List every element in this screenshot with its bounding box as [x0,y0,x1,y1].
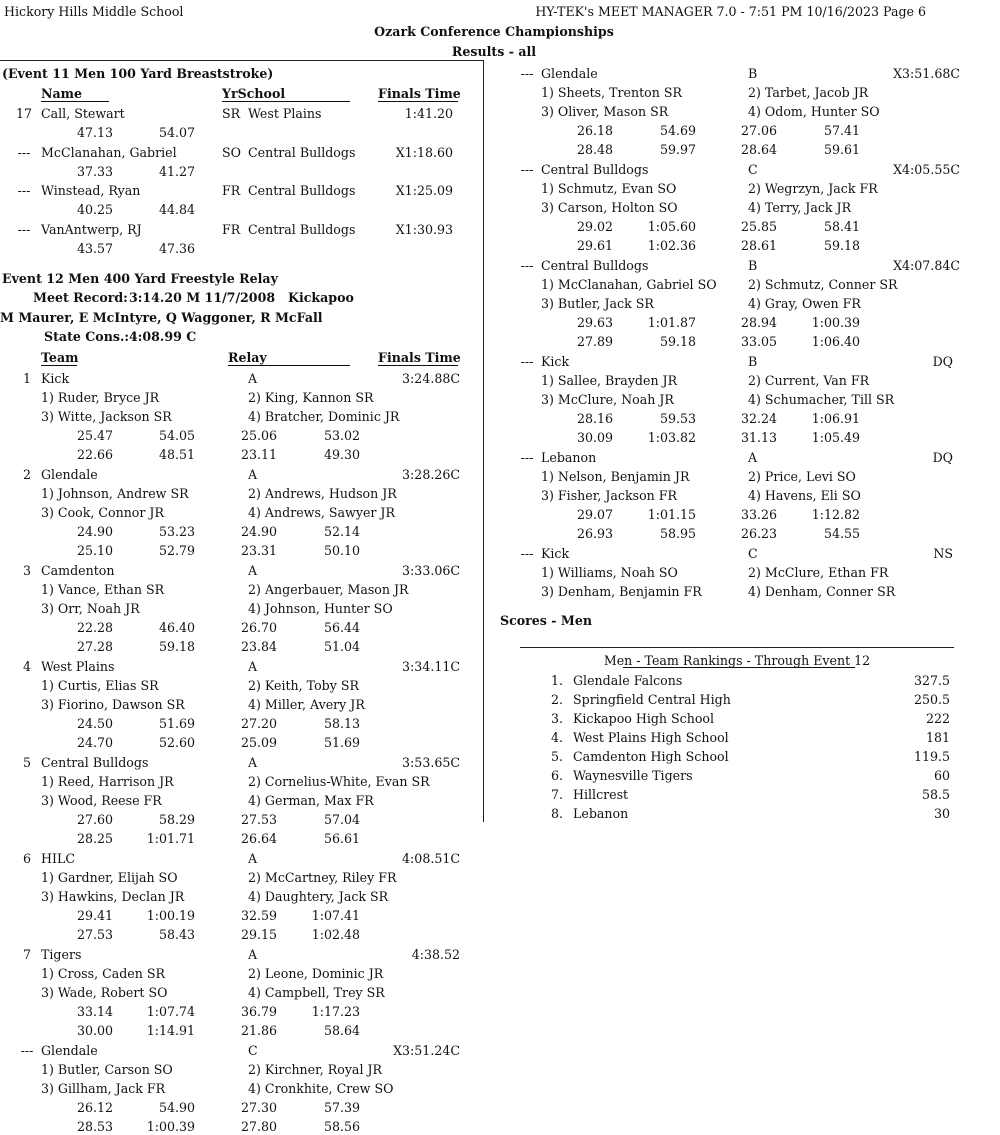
split-time: 1:12.82 [811,507,860,522]
split-time: 25.10 [76,543,113,558]
split-time: 58.95 [659,526,696,541]
relay-finals-time: 3:28.26C [402,467,460,482]
relay-swimmer: 4) Miller, Avery JR [248,697,365,712]
split-time: 57.04 [323,812,360,827]
relay-place: 1 [22,371,31,386]
rank-number: 1. [550,673,563,688]
split-time: 1:07.74 [146,1004,195,1019]
split-time: 59.18 [823,238,860,253]
swimmer-name: VanAntwerp, RJ [41,222,142,237]
split-time: 28.53 [76,1119,113,1134]
swimmer-school: Central Bulldogs [248,222,356,237]
split-time: 1:01.15 [647,507,696,522]
split-time: 47.13 [76,125,113,140]
relay-swimmer: 2) Current, Van FR [748,373,870,388]
split-time: 58.13 [323,716,360,731]
split-time: 50.10 [323,543,360,558]
split-time: 28.48 [576,142,613,157]
relay-swimmer: 2) Schmutz, Conner SR [748,277,898,292]
rank-number: 4. [550,730,563,745]
relay-team: Central Bulldogs [541,258,649,273]
relay-swimmer: 1) Curtis, Elias SR [41,678,159,693]
split-time: 36.79 [240,1004,277,1019]
relay-swimmer: 4) Campbell, Trey SR [248,985,385,1000]
relay-swimmer: 3) Orr, Noah JR [41,601,140,616]
relay-finals-time: X3:51.68C [893,66,960,81]
relay-swimmer: 1) Nelson, Benjamin JR [541,469,690,484]
split-time: 59.61 [823,142,860,157]
split-time: 26.93 [576,526,613,541]
split-time: 54.05 [158,428,195,443]
relay-swimmer: 3) Gillham, Jack FR [41,1081,166,1096]
relay-swimmer: 1) Sallee, Brayden JR [541,373,678,388]
split-time: 29.41 [76,908,113,923]
split-time: 31.13 [740,430,777,445]
rank-points: 119.5 [913,749,950,764]
relay-team: West Plains [41,659,115,674]
relay-swimmer: 3) Hawkins, Declan JR [41,889,185,904]
relay-team: Camdenton [41,563,115,578]
split-time: 25.09 [240,735,277,750]
relay-swimmer: 3) Carson, Holton SO [541,200,678,215]
relay-swimmer: 1) Williams, Noah SO [541,565,678,580]
underline [41,101,109,102]
rank-team: Springfield Central High [573,692,731,707]
finals-time: X1:25.09 [395,183,453,198]
relay-team: Kick [41,371,70,386]
split-time: 27.80 [240,1119,277,1134]
left-top-rule [0,60,484,61]
split-time: 58.43 [158,927,195,942]
relay-team: Kick [541,354,570,369]
swimmer-name: McClanahan, Gabriel [41,145,177,160]
event11-col-name: Name [41,86,83,101]
split-time: 26.70 [240,620,277,635]
event12-col-finals: Finals Time [378,350,461,365]
meet-record-team: Kickapoo [288,290,354,305]
split-time: 53.23 [158,524,195,539]
rank-number: 7. [550,787,563,802]
swimmer-year: FR [222,183,241,198]
split-time: 24.50 [76,716,113,731]
rank-points: 250.5 [913,692,950,707]
rank-number: 6. [550,768,563,783]
software-stamp: HY-TEK's MEET MANAGER 7.0 - 7:51 PM 10/16/2023 Page 6 [535,4,926,19]
relay-finals-time: 3:33.06C [402,563,460,578]
split-time: 25.47 [76,428,113,443]
split-time: 22.28 [76,620,113,635]
split-time: 47.36 [158,241,195,256]
meet-record-swimmers: M Maurer, E McIntyre, Q Waggoner, R McFall [0,310,323,325]
event11-title: (Event 11 Men 100 Yard Breaststroke) [2,66,274,81]
split-time: 1:06.91 [811,411,860,426]
relay-swimmer: 2) Andrews, Hudson JR [248,486,397,501]
split-time: 27.20 [240,716,277,731]
event12-col-relay: Relay [228,350,267,365]
relay-swimmer: 2) Angerbauer, Mason JR [248,582,409,597]
relay-swimmer: 1) Johnson, Andrew SR [41,486,189,501]
split-time: 29.15 [240,927,277,942]
relay-swimmer: 1) Cross, Caden SR [41,966,165,981]
split-time: 56.61 [323,831,360,846]
relay-letter: B [748,66,758,81]
relay-place: 3 [22,563,31,578]
split-time: 1:05.60 [647,219,696,234]
split-time: 1:00.19 [146,908,195,923]
relay-team: Glendale [41,1043,98,1058]
split-time: 33.26 [740,507,777,522]
split-time: 24.90 [76,524,113,539]
relay-swimmer: 3) Denham, Benjamin FR [541,584,702,599]
split-time: 24.90 [240,524,277,539]
underline [378,101,458,102]
relay-swimmer: 4) Denham, Conner SR [748,584,896,599]
split-time: 26.64 [240,831,277,846]
split-time: 54.07 [158,125,195,140]
rank-team: Hillcrest [573,787,629,802]
rank-team: Glendale Falcons [573,673,683,688]
relay-place: 4 [22,659,31,674]
split-time: 40.25 [76,202,113,217]
relay-swimmer: 3) Oliver, Mason SR [541,104,669,119]
relay-finals-time: 4:08.51C [402,851,460,866]
relay-swimmer: 3) Cook, Connor JR [41,505,164,520]
relay-place: --- [520,162,534,177]
finals-time: 1:41.20 [404,106,453,121]
relay-swimmer: 2) McClure, Ethan FR [748,565,889,580]
event12-title: Event 12 Men 400 Yard Freestyle Relay [2,271,278,286]
split-time: 28.94 [740,315,777,330]
underline [378,365,458,366]
relay-team: Kick [541,546,570,561]
relay-finals-time: 4:38.52 [411,947,460,962]
split-time: 30.00 [76,1023,113,1038]
relay-letter: A [748,450,758,465]
split-time: 29.63 [576,315,613,330]
relay-swimmer: 1) Schmutz, Evan SO [541,181,677,196]
rank-team: West Plains High School [573,730,729,745]
relay-place: 2 [22,467,31,482]
relay-team: Glendale [41,467,98,482]
relay-letter: C [748,546,758,561]
relay-team: Lebanon [541,450,597,465]
event11-col-yrschool: YrSchool [222,86,286,101]
split-time: 27.28 [76,639,113,654]
split-time: 1:03.82 [647,430,696,445]
split-time: 58.41 [823,219,860,234]
rank-number: 2. [550,692,563,707]
swimmer-school: West Plains [248,106,322,121]
relay-letter: A [248,659,258,674]
relay-finals-time: X4:05.55C [893,162,960,177]
split-time: 33.05 [740,334,777,349]
relay-place: --- [20,1043,34,1058]
swimmer-year: SR [222,106,241,121]
relay-letter: C [248,1043,258,1058]
split-time: 26.18 [576,123,613,138]
relay-team: Tigers [41,947,82,962]
split-time: 32.24 [740,411,777,426]
split-time: 22.66 [76,447,113,462]
relay-swimmer: 3) Fiorino, Dawson SR [41,697,185,712]
relay-finals-time: 3:34.11C [402,659,460,674]
rank-number: 8. [550,806,563,821]
swimmer-name: Call, Stewart [41,106,125,121]
rank-points: 58.5 [921,787,950,802]
split-time: 28.64 [740,142,777,157]
state-cons-label: State Cons.: [44,329,129,344]
relay-swimmer: 1) Vance, Ethan SR [41,582,165,597]
result-place: --- [17,222,31,237]
split-time: 27.06 [740,123,777,138]
rank-number: 3. [550,711,563,726]
split-time: 59.18 [659,334,696,349]
split-time: 26.12 [76,1100,113,1115]
scores-title: Scores - Men [500,613,593,628]
split-time: 52.14 [323,524,360,539]
split-time: 1:00.39 [146,1119,195,1134]
relay-swimmer: 1) Reed, Harrison JR [41,774,174,789]
relay-place: 6 [22,851,31,866]
split-time: 29.02 [576,219,613,234]
split-time: 54.69 [659,123,696,138]
relay-finals-time: DQ [932,450,953,465]
finals-time: X1:18.60 [395,145,453,160]
relay-swimmer: 2) Keith, Toby SR [248,678,359,693]
relay-letter: A [248,467,258,482]
split-time: 51.69 [323,735,360,750]
split-time: 57.41 [823,123,860,138]
relay-swimmer: 4) Daughtery, Jack SR [248,889,389,904]
relay-finals-time: 3:24.88C [402,371,460,386]
result-place: 17 [15,106,33,121]
split-time: 59.53 [659,411,696,426]
split-time: 58.64 [323,1023,360,1038]
relay-swimmer: 2) Price, Levi SO [748,469,856,484]
rank-points: 181 [925,730,950,745]
split-time: 1:07.41 [311,908,360,923]
split-time: 30.09 [576,430,613,445]
relay-swimmer: 4) Terry, Jack JR [748,200,852,215]
split-time: 27.30 [240,1100,277,1115]
relay-letter: B [748,258,758,273]
split-time: 37.33 [76,164,113,179]
relay-swimmer: 2) Leone, Dominic JR [248,966,384,981]
rank-points: 222 [925,711,950,726]
relay-swimmer: 4) Schumacher, Till SR [748,392,895,407]
split-time: 25.85 [740,219,777,234]
relay-swimmer: 1) Ruder, Bryce JR [41,390,160,405]
meet-title: Ozark Conference Championships [374,24,614,39]
relay-swimmer: 4) Johnson, Hunter SO [248,601,393,616]
relay-swimmer: 3) Wade, Robert SO [41,985,168,1000]
relay-finals-time: 3:53.65C [402,755,460,770]
relay-finals-time: X3:51.24C [393,1043,460,1058]
relay-swimmer: 2) King, Kannon SR [248,390,374,405]
rank-team: Camdenton High School [573,749,729,764]
relay-swimmer: 2) Tarbet, Jacob JR [748,85,869,100]
split-time: 54.90 [158,1100,195,1115]
result-place: --- [17,183,31,198]
relay-swimmer: 2) Kirchner, Royal JR [248,1062,383,1077]
split-time: 52.60 [158,735,195,750]
split-time: 58.29 [158,812,195,827]
relay-swimmer: 4) Havens, Eli SO [748,488,861,503]
swimmer-year: SO [222,145,241,160]
split-time: 57.39 [323,1100,360,1115]
relay-swimmer: 4) German, Max FR [248,793,374,808]
relay-swimmer: 4) Andrews, Sawyer JR [248,505,395,520]
split-time: 41.27 [158,164,195,179]
split-time: 28.16 [576,411,613,426]
split-time: 23.84 [240,639,277,654]
rank-points: 60 [933,768,950,783]
split-time: 46.40 [158,620,195,635]
rankings-header: Men - Team Rankings - Through Event 12 [603,653,871,668]
swimmer-name: Winstead, Ryan [41,183,141,198]
split-time: 1:00.39 [811,315,860,330]
split-time: 25.06 [240,428,277,443]
split-time: 1:02.48 [311,927,360,942]
relay-letter: A [248,371,258,386]
relay-team: Central Bulldogs [541,162,649,177]
split-time: 23.31 [240,543,277,558]
relay-place: --- [520,546,534,561]
results-label: Results - all [451,44,537,59]
relay-team: HILC [41,851,75,866]
split-time: 53.02 [323,428,360,443]
split-time: 1:02.36 [647,238,696,253]
split-time: 27.89 [576,334,613,349]
split-time: 32.59 [240,908,277,923]
relay-place: 7 [22,947,31,962]
relay-swimmer: 3) Witte, Jackson SR [41,409,172,424]
split-time: 28.61 [740,238,777,253]
relay-swimmer: 2) McCartney, Riley FR [248,870,397,885]
relay-swimmer: 1) Sheets, Trenton SR [541,85,682,100]
relay-finals-time: NS [933,546,953,561]
relay-finals-time: X4:07.84C [893,258,960,273]
relay-swimmer: 3) Fisher, Jackson FR [541,488,677,503]
split-time: 27.53 [240,812,277,827]
relay-swimmer: 4) Gray, Owen FR [748,296,861,311]
event11-col-finals: Finals Time [378,86,461,101]
split-time: 23.11 [240,447,277,462]
split-time: 28.25 [76,831,113,846]
split-time: 48.51 [158,447,195,462]
relay-swimmer: 3) Butler, Jack SR [541,296,654,311]
split-time: 52.79 [158,543,195,558]
relay-letter: A [248,851,258,866]
split-time: 27.53 [76,927,113,942]
split-time: 1:05.49 [811,430,860,445]
underline [623,667,855,668]
relay-letter: A [248,947,258,962]
split-time: 1:14.91 [146,1023,195,1038]
relay-place: --- [520,354,534,369]
split-time: 49.30 [323,447,360,462]
swimmer-year: FR [222,222,241,237]
relay-place: --- [520,450,534,465]
swimmer-school: Central Bulldogs [248,145,356,160]
relay-swimmer: 4) Bratcher, Dominic JR [248,409,400,424]
relay-team: Glendale [541,66,598,81]
relay-finals-time: DQ [932,354,953,369]
underline [41,365,77,366]
relay-swimmer: 2) Cornelius-White, Evan SR [248,774,430,789]
split-time: 1:01.87 [647,315,696,330]
relay-swimmer: 2) Wegrzyn, Jack FR [748,181,878,196]
relay-swimmer: 1) Butler, Carson SO [41,1062,173,1077]
rank-team: Kickapoo High School [573,711,715,726]
underline [228,365,350,366]
relay-place: 5 [22,755,31,770]
split-time: 51.69 [158,716,195,731]
finals-time: X1:30.93 [395,222,453,237]
split-time: 59.97 [659,142,696,157]
split-time: 44.84 [158,202,195,217]
meet-record-value: 3:14.20 M 11/7/2008 [129,290,276,305]
relay-swimmer: 3) Wood, Reese FR [41,793,162,808]
relay-team: Central Bulldogs [41,755,149,770]
relay-place: --- [520,258,534,273]
split-time: 54.55 [823,526,860,541]
rank-team: Waynesville Tigers [573,768,693,783]
split-time: 1:01.71 [146,831,195,846]
relay-swimmer: 1) McClanahan, Gabriel SO [541,277,717,292]
school-name: Hickory Hills Middle School [4,4,184,19]
state-cons-value: 4:08.99 C [129,329,197,344]
relay-letter: C [748,162,758,177]
split-time: 27.60 [76,812,113,827]
underline [222,101,350,102]
relay-swimmer: 3) McClure, Noah JR [541,392,674,407]
relay-place: --- [520,66,534,81]
split-time: 29.61 [576,238,613,253]
split-time: 58.56 [323,1119,360,1134]
result-place: --- [17,145,31,160]
split-time: 33.14 [76,1004,113,1019]
split-time: 1:06.40 [811,334,860,349]
event12-col-team: Team [41,350,79,365]
relay-letter: B [748,354,758,369]
meet-record-label: Meet Record: [33,290,128,305]
rankings-top-rule [520,647,954,648]
split-time: 43.57 [76,241,113,256]
split-time: 21.86 [240,1023,277,1038]
swimmer-school: Central Bulldogs [248,183,356,198]
rank-team: Lebanon [573,806,629,821]
split-time: 24.70 [76,735,113,750]
split-time: 26.23 [740,526,777,541]
split-time: 56.44 [323,620,360,635]
relay-swimmer: 4) Cronkhite, Crew SO [248,1081,394,1096]
split-time: 29.07 [576,507,613,522]
relay-swimmer: 1) Gardner, Elijah SO [41,870,178,885]
relay-letter: A [248,755,258,770]
rank-number: 5. [550,749,563,764]
split-time: 51.04 [323,639,360,654]
split-time: 59.18 [158,639,195,654]
relay-letter: A [248,563,258,578]
rank-points: 30 [933,806,950,821]
split-time: 1:17.23 [311,1004,360,1019]
relay-swimmer: 4) Odom, Hunter SO [748,104,880,119]
rank-points: 327.5 [913,673,950,688]
